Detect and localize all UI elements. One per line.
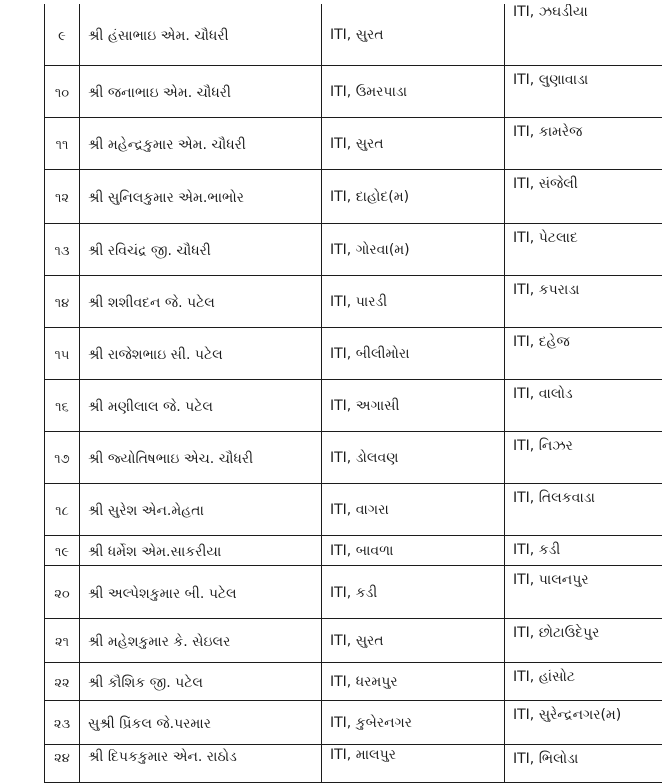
table-row <box>45 4 662 65</box>
transfer-posting: ITI, પેટલાદ <box>505 223 662 275</box>
staff-table <box>44 4 662 783</box>
current-posting: ITI, બાવળા <box>322 535 505 565</box>
employee-name: શ્રી કૌશિક જી. પટેલ <box>80 662 322 700</box>
serial-number: ૨૩ <box>45 700 80 744</box>
serial-number: ૧૪ <box>45 275 80 327</box>
serial-number: ૧૩ <box>45 223 80 275</box>
current-posting: ITI, માલપુર <box>322 744 505 782</box>
transfer-posting: ITI, સુરેન્દ્રનગર(મ) <box>505 700 662 744</box>
serial-number: ૨૧ <box>45 618 80 662</box>
current-posting: ITI, વાગરા <box>322 483 505 535</box>
table-row <box>45 327 662 379</box>
serial-number: ૧૧ <box>45 117 80 169</box>
table-row <box>45 117 662 169</box>
current-posting: ITI, બીલીમોરા <box>322 327 505 379</box>
employee-name: શ્રી રવિચંદ્ર જી. ચૌધરી <box>80 223 322 275</box>
transfer-posting: ITI, તિલકવાડા <box>505 483 662 535</box>
table-row <box>45 169 662 223</box>
current-posting: ITI, કુબેરનગર <box>322 700 505 744</box>
transfer-posting: ITI, સંજેલી <box>505 169 662 223</box>
transfer-posting: ITI, કપરાડા <box>505 275 662 327</box>
employee-name: શ્રી મણીલાલ જે. પટેલ <box>80 379 322 431</box>
serial-number: ૧૯ <box>45 535 80 565</box>
employee-name: શ્રી મહેશકુમાર કે. સેઇલર <box>80 618 322 662</box>
table-row <box>45 65 662 117</box>
transfer-posting: ITI, ભિલોડા <box>505 744 662 782</box>
serial-number: ૨૪ <box>45 744 80 782</box>
employee-name: શ્રી ધર્મેશ એમ.સાકરીયા <box>80 535 322 565</box>
employee-name: શ્રી સુરેશ એન.મેહતા <box>80 483 322 535</box>
current-posting: ITI, ડોલવણ <box>322 431 505 483</box>
table-row <box>45 618 662 662</box>
staff-table-body <box>45 4 662 782</box>
current-posting: ITI, દાહોદ(મ) <box>322 169 505 223</box>
employee-name: શ્રી જનાભાઇ એમ. ચૌધરી <box>80 65 322 117</box>
current-posting: ITI, ગોરવા(મ) <box>322 223 505 275</box>
current-posting: ITI, પારડી <box>322 275 505 327</box>
employee-name: શ્રી સુનિલકુમાર એમ.ભાભોર <box>80 169 322 223</box>
employee-name: શ્રી મહેન્દ્રકુમાર એમ. ચૌધરી <box>80 117 322 169</box>
transfer-posting: ITI, ઝઘડીયા <box>505 4 662 65</box>
employee-name: શ્રી હંસાભાઇ એમ. ચૌધરી <box>80 4 322 65</box>
table-row <box>45 535 662 565</box>
employee-name: શ્રી શશીવદન જે. પટેલ <box>80 275 322 327</box>
table-row <box>45 744 662 782</box>
serial-number: ૨૨ <box>45 662 80 700</box>
table-row <box>45 379 662 431</box>
employee-name: શ્રી દિપકકુમાર એન. રાઠોડ <box>80 744 322 782</box>
transfer-posting: ITI, છોટાઉદેપુર <box>505 618 662 662</box>
serial-number: ૧૨ <box>45 169 80 223</box>
transfer-posting: ITI, હાંસોટ <box>505 662 662 700</box>
current-posting: ITI, અગાસી <box>322 379 505 431</box>
serial-number: ૧૦ <box>45 65 80 117</box>
table-row <box>45 275 662 327</box>
employee-name: શ્રી અલ્પેશકુમાર બી. પટેલ <box>80 565 322 618</box>
transfer-posting: ITI, કામરેજ <box>505 117 662 169</box>
employee-name: શ્રી રાજેશભાઇ સી. પટેલ <box>80 327 322 379</box>
transfer-posting: ITI, દહેજ <box>505 327 662 379</box>
current-posting: ITI, સુરત <box>322 4 505 65</box>
current-posting: ITI, કડી <box>322 565 505 618</box>
transfer-posting: ITI, પાલનપુર <box>505 565 662 618</box>
serial-number: ૨૦ <box>45 565 80 618</box>
table-row <box>45 700 662 744</box>
serial-number: ૧૮ <box>45 483 80 535</box>
transfer-posting: ITI, નિઝર <box>505 431 662 483</box>
table-row <box>45 565 662 618</box>
current-posting: ITI, સુરત <box>322 117 505 169</box>
table-row <box>45 431 662 483</box>
table-row <box>45 483 662 535</box>
table-row <box>45 223 662 275</box>
transfer-posting: ITI, કડી <box>505 535 662 565</box>
employee-name: શ્રી જ્યોતિષભાઇ એચ. ચૌધરી <box>80 431 322 483</box>
serial-number: ૧૭ <box>45 431 80 483</box>
current-posting: ITI, સુરત <box>322 618 505 662</box>
transfer-posting: ITI, લુણાવાડા <box>505 65 662 117</box>
transfer-posting: ITI, વાલોડ <box>505 379 662 431</box>
serial-number: ૯ <box>45 4 80 65</box>
current-posting: ITI, ધરમપુર <box>322 662 505 700</box>
employee-name: સુશ્રી પ્રિંકલ જે.પરમાર <box>80 700 322 744</box>
current-posting: ITI, ઉમરપાડા <box>322 65 505 117</box>
table-row <box>45 662 662 700</box>
serial-number: ૧૫ <box>45 327 80 379</box>
serial-number: ૧૬ <box>45 379 80 431</box>
